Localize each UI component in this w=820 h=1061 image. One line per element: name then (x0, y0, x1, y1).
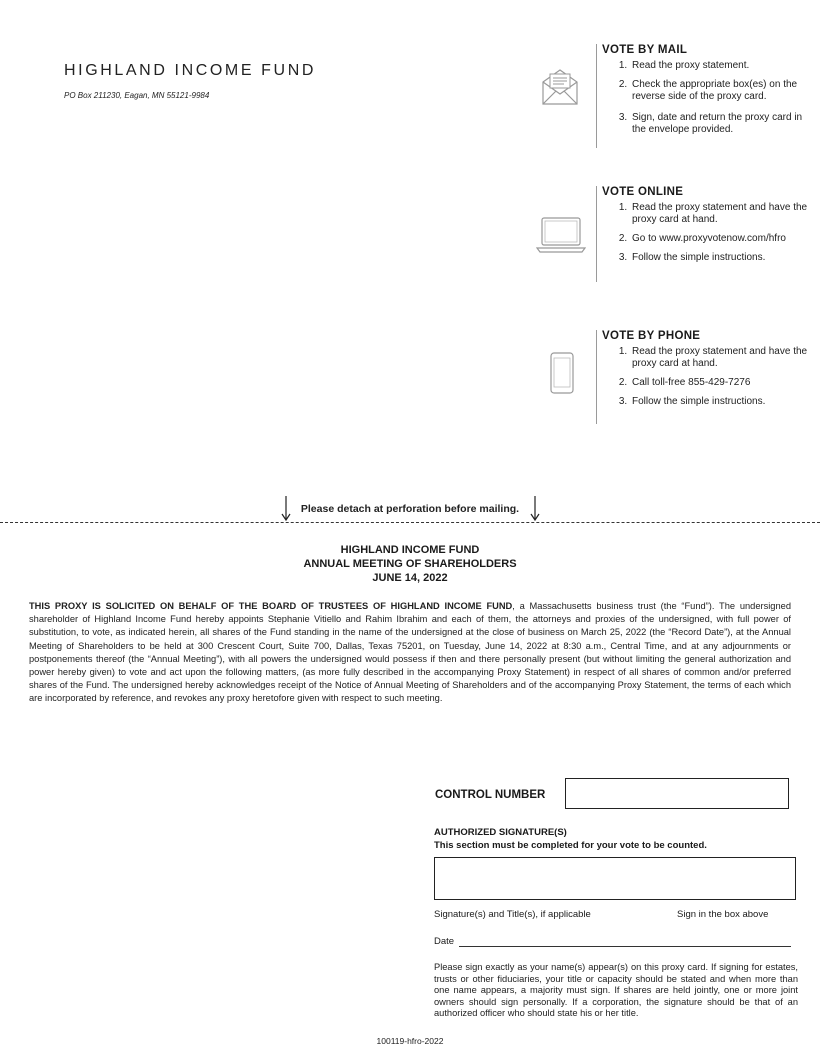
signature-caption: Signature(s) and Title(s), if applicable (434, 909, 591, 920)
arrow-down-icon (530, 496, 540, 522)
vote-online-section (596, 186, 812, 282)
vote-step: 2. Call toll-free 855-429-7276 (630, 377, 812, 389)
meeting-title: ANNUAL MEETING OF SHAREHOLDERS (303, 558, 517, 570)
phone-icon (549, 352, 575, 399)
proxy-statement-text (29, 600, 791, 706)
proxy-body: , a Massachusetts business trust (the “Fund”). The undersigned shareholder of Highland Income Fund hereby appoints Stephanie Vitiello and Rahim Ibrahim and each of them, the attorneys and proxies of the undersigned, with full power of substitution, to vote, as indicated herein, all shares of the Fund standing in the name of the undersigned at the close of business on March 25, 2022 (the “Record Date”), at the Annual Meeting of Shareholders to be held at 300 Crescent Court, Suite 700, Dallas, Texas 75201, on Tuesday, June 14, 2022 at 8:30 a.m., Central Time, and at any adjournments or postponements thereof (the “Annual Meeting”), with all powers the undersigned would possess if then and there personally present (but without limiting the general authorization and power hereby given) to vote and act upon the following matters, (as more fully described in the accompanying Proxy Statement) in respect of all shares of common and/or preferred shares of the Fund. The undersigned hereby acknowledges receipt of the Notice of Annual Meeting of Shareholders and of the accompanying Proxy Statement, the terms of each which are incorporated by reference, and revokes any proxy heretofore given with respect to such meeting. (29, 601, 791, 704)
vote-step: 3. Sign, date and return the proxy card in the envelope provided. (630, 112, 812, 136)
vote-step: 2. Go to www.proxyvotenow.com/hfro (630, 233, 812, 245)
vote-step: 3. Follow the simple instructions. (630, 396, 812, 408)
vote-step: 1. Read the proxy statement. (630, 60, 812, 72)
authorized-signature-subtitle: This section must be completed for your vote to be counted. (434, 840, 707, 851)
vote-by-phone-title: VOTE BY PHONE (602, 330, 701, 342)
signature-hint: Sign in the box above (677, 909, 769, 920)
fund-name: HIGHLAND INCOME FUND (64, 62, 317, 79)
detach-instruction: Please detach at perforation before mailing. (300, 503, 520, 515)
control-number-label: CONTROL NUMBER (435, 789, 546, 801)
vote-by-mail-section (596, 44, 812, 148)
vote-step: 2. Check the appropriate box(es) on the reverse side of the proxy card. (630, 79, 812, 103)
perforation-line (0, 522, 820, 523)
vote-by-mail-steps (602, 60, 812, 136)
signature-box[interactable] (434, 857, 796, 900)
envelope-icon (540, 66, 580, 111)
fund-address: PO Box 211230, Eagan, MN 55121-9984 (64, 91, 210, 100)
vote-step: 3. Follow the simple instructions. (630, 252, 812, 264)
vote-online-steps (602, 202, 812, 264)
date-label: Date (434, 936, 455, 947)
vote-by-phone-steps (602, 346, 812, 408)
vote-step: 1. Read the proxy statement and have the proxy card at hand. (630, 202, 812, 226)
meeting-title-block (0, 543, 820, 585)
laptop-icon (536, 214, 586, 259)
vote-by-mail-title: VOTE BY MAIL (602, 44, 688, 56)
vote-online-title: VOTE ONLINE (602, 186, 684, 198)
control-number-field[interactable] (565, 778, 789, 809)
proxy-lead: THIS PROXY IS SOLICITED ON BEHALF OF THE BOARD OF TRUSTEES OF HIGHLAND INCOME FUND (29, 601, 513, 611)
authorized-signature-title: AUTHORIZED SIGNATURE(S) (434, 827, 567, 838)
signing-instructions: Please sign exactly as your name(s) appear(s) on this proxy card. If signing for estates, trusts or other fiduciaries, your title or capacity should be stated and when more than one name appears, a majority must sign. If shares are held jointly, one or more joint owners should sign personally. If a corporation, the signature should be that of an authorized officer who should state his or her title. (434, 962, 798, 1019)
vote-step: 1. Read the proxy statement and have the proxy card at hand. (630, 346, 812, 370)
date-field[interactable] (459, 946, 791, 947)
authorized-signature-heading (434, 826, 707, 852)
meeting-date: JUNE 14, 2022 (372, 572, 448, 584)
document-code: 100119-hfro-2022 (376, 1036, 444, 1046)
vote-by-phone-section (596, 330, 812, 424)
meeting-fund-name: HIGHLAND INCOME FUND (340, 544, 480, 556)
